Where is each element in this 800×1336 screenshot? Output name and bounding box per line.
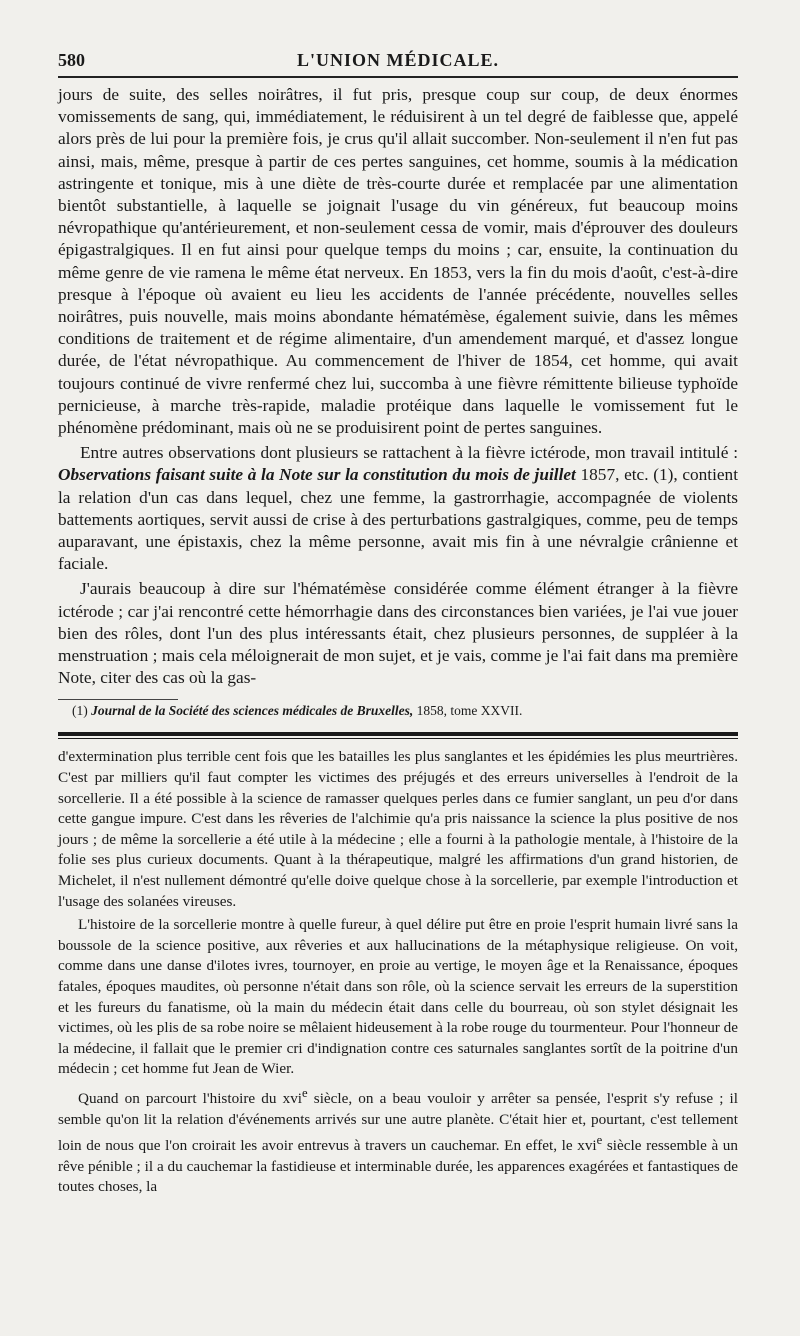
paragraph-4: d'extermination plus terrible cent fois que les batailles les plus sanglantes et les épidémies les plus meurtrières. C'est par milliers qu'il faut compter les victimes des préjugés et des erreurs universelles à l'endroit de la sorcellerie. Il a été possible à la science de ramasser quelques perles dans ce fumier sanglant, un peu d'or dans cette gangue impure. C'est dans les rêveries de l'alchimie qu'a pris naissance la science la plus positive de nos jours ; de même la sorcellerie a été utile à la médecine ; elle a fourni à la pathologie mentale, à l'histoire de la folie ses plus curieux documents. Quant à la thérapeutique, malgré les affirmations d'un grand historien, de Michelet, il n'est nullement démontré qu'elle doive quelque chose à la sorcellerie, par exemple l'introduction et l'usage des solanées vireuses.	[58, 748, 738, 910]
footnote-marker: (1)	[72, 703, 92, 719]
paragraph-6-text-c: siècle ressemble à un rêve pénible ; il a du cauchemar la fastidieuse et interminable durée, les apparences exagérées et fantastiques de toutes choses, la	[58, 1137, 738, 1196]
paragraph-6-text-a: Quand on parcourt l'histoire du xvi	[78, 1090, 303, 1108]
footnote-journal: Journal de la Société des sciences médicales de Bruxelles,	[91, 703, 414, 719]
footnote-details: 1858, tome XXVII.	[413, 703, 523, 719]
paragraph-5: L'histoire de la sorcellerie montre à quelle fureur, à quel délire put être en proie l'esprit humain livré sans la boussole de la science positive, aux rêveries et aux hallucinations de la métaphysique religieuse. On voit, comme dans une danse d'ilotes ivres, tournoyer, en proie au vertige, le moyen âge et la Renaissance, époques fatales, époques maudites, où personne n'était dans son rôle, où la science servait les erreurs de la superstition et les fureurs du fanatisme, où la main du médecin était dans celle du bourreau, où son stylet désignait les victimes, où les plis de sa robe noire se mêlaient hideusement à la robe rouge du tourmenteur. Pour l'honneur de la médecine, il fallait que le premier cri d'indignation contre ces saturnales sanglantes sortît de la poitrine d'un médecin ; cet homme fut Jean de Wier.	[58, 916, 738, 1078]
page-number: 580	[58, 50, 85, 70]
page-header	[58, 46, 738, 78]
section-divider	[58, 732, 738, 739]
paragraph-2	[58, 442, 738, 575]
footnote	[58, 702, 738, 720]
superscript-e-1: e	[302, 1085, 308, 1100]
paragraph-2-text-b: 1857, etc. (1), contient la relation d'un cas dans lequel, chez une femme, la gastrorrhagie, accompagnée de violents battements aortiques, servit aussi de crise à des perturbations gastralgiques, comme, peu de temps auparavant, une épistaxis, chez la même personne, avait mis fin à une névralgie crânienne et faciale.	[58, 465, 739, 574]
paragraph-3: J'aurais beaucoup à dire sur l'hématémèse considérée comme élément étranger à la fièvre ictérode ; car j'ai rencontré cette hémorrhagie dans des circonstances bien variées, je l'ai vue jouer bien des rôles, dont l'un des plus intéressants était, chez plusieurs personnes, de suppléer à la menstruation ; mais cela méloignerait de mon sujet, et je vais, comme je l'ai fait dans ma première Note, citer des cas où la gas-	[58, 579, 738, 688]
paragraph-6-text-b: siècle, on a beau vouloir y arrêter sa pensée, l'esprit s'y refuse ; il semble qu'on lit la relation d'événements arrivés sur une autre planète. C'était hier et, pourtant, c'est tellement loin de nous que l'on croirait les avoir entrevus à travers un cauchemar. En effet, le xvi	[58, 1090, 738, 1155]
article-section-top	[58, 84, 738, 689]
paragraph-6	[58, 1083, 738, 1198]
cited-work-title: Observations faisant suite à la Note sur la constitution du mois de juillet	[58, 465, 576, 485]
running-title: L'UNION MÉDICALE.	[296, 50, 500, 70]
paragraph-2-text-a: Entre autres observations dont plusieurs se rattachent à la fièvre ictérode, mon travail intitulé :	[80, 443, 738, 463]
paragraph-1: jours de suite, des selles noirâtres, il fut pris, presque coup sur coup, de deux énormes vomissements de sang, qui, immédiatement, le réduisirent à un tel degré de faiblesse que, appelé alors près de lui pour la première fois, je crus qu'il allait succomber. Non-seulement il n'en fut pas ainsi, mais, même, presque à partir de ces pertes sanguines, cet homme, soumis à la médication astringente et tonique, mis à une diète de très-courte durée et remplacée par une alimentation bientôt substantielle, à laquelle se joignait l'usage du vin généreux, fut beaucoup moins névropathique qu'antérieurement, et non-seulement cessa de vomir, mais d'éprouver des douleurs épigastralgiques. Il en fut ainsi pour quelque temps du moins ; car, ensuite, la continuation du même genre de vie ramena le même état nerveux. En 1853, vers la fin du mois d'août, c'est-à-dire presque à l'époque où avaient eu lieu les accidents de l'année précédente, nouvelles selles noirâtres, puis nouvelle, mais moins abondante hématémèse, également suivie, dans les mêmes conditions de traitement et de régime alimentaire, d'un amendement marqué, et d'assez longue durée, de l'état névropathique. Au commencement de l'hiver de 1854, cet homme, qui avait toujours continué de vivre renfermé chez lui, succomba à une fièvre rémittente bilieuse typhoïde pernicieuse, à marche très-rapide, maladie protéique dans laquelle le vomissement fut le phénomène prédominant, mais où ne se produisirent point de pertes sanguines.	[58, 85, 738, 438]
footnote-rule	[58, 699, 178, 700]
article-section-bottom	[58, 747, 738, 1198]
superscript-e-2: e	[596, 1133, 603, 1148]
